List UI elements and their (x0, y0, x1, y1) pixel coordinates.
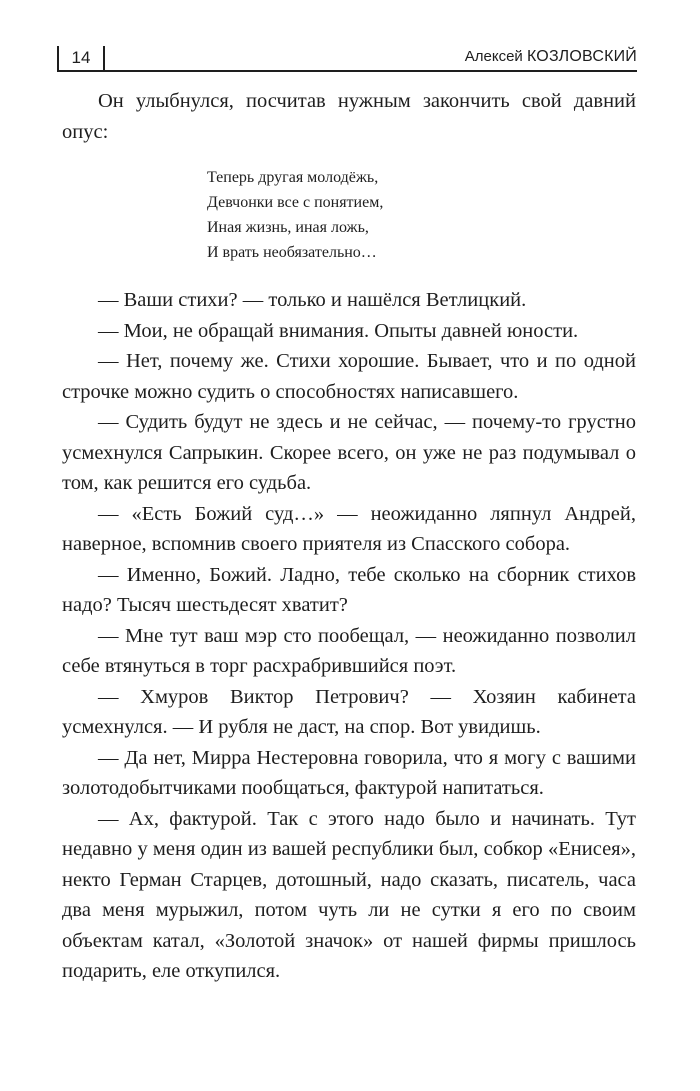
paragraph: — Да нет, Мирра Нестеровна говорила, что я могу с вашими золотодобытчиками пообщаться, фактурой напитаться. (62, 746, 636, 799)
paragraph: — Нет, почему же. Стихи хорошие. Бывает, что и по одной строчке можно судить о способностях написавшего. (62, 350, 636, 403)
paragraph: — Хмуров Виктор Петрович? — Хозяин кабинета усмехнулся. — И рубля не даст, на спор. Вот увидишь. (62, 685, 636, 738)
paragraph: — Судить будут не здесь и не сейчас, — почему-то грустно усмехнулся Сапрыкин. Скорее всего, он уже не раз подумывал о том, как решится его судьба. (62, 411, 636, 494)
paragraph: — Мои, не обращай внимания. Опыты давней юности. (98, 319, 579, 342)
running-header (57, 46, 637, 74)
running-head (465, 47, 637, 67)
author-first-name: Алексей (464, 48, 523, 65)
header-rule (105, 70, 637, 72)
intro-paragraph: Он улыбнулся, посчитав нужным закончить свой давний опус: (62, 90, 636, 143)
page-number: 14 (57, 46, 105, 72)
paragraph: — Ах, фактурой. Так с этого надо было и начинать. Тут недавно у меня один из вашей республики был, собкор «Енисея», некто Герман Старцев, дотошный, надо сказать, писатель, часа два меня мурыжил, потом чуть ли не сутки я его по своим объектам катал, «Золотой значок» от нашей фирмы пришлось подарить, еле откупился. (62, 807, 636, 982)
author-surname: КОЗЛОВСКИЙ (526, 48, 637, 65)
paragraph: — Ваши стихи? — только и нашёлся Ветлицкий. (98, 289, 527, 311)
poem-line: Иная жизнь, иная ложь, (207, 219, 369, 236)
body-text (62, 86, 636, 987)
poem-line: Теперь другая молодёжь, (207, 169, 379, 186)
paragraph: — Мне тут ваш мэр сто пообещал, — неожиданно позволил себе втянуться в торг расхрабрившийся поэт. (62, 624, 636, 677)
poem-line: И врать необязательно… (207, 244, 377, 261)
poem (207, 165, 636, 265)
paragraph: — «Есть Божий суд…» — неожиданно ляпнул Андрей, наверное, вспомнив своего приятеля из Спасского собора. (62, 502, 636, 555)
poem-line: Девчонки все с понятием, (207, 194, 384, 211)
paragraph: — Именно, Божий. Ладно, тебе сколько на сборник стихов надо? Тысяч шестьдесят хватит? (62, 563, 636, 616)
